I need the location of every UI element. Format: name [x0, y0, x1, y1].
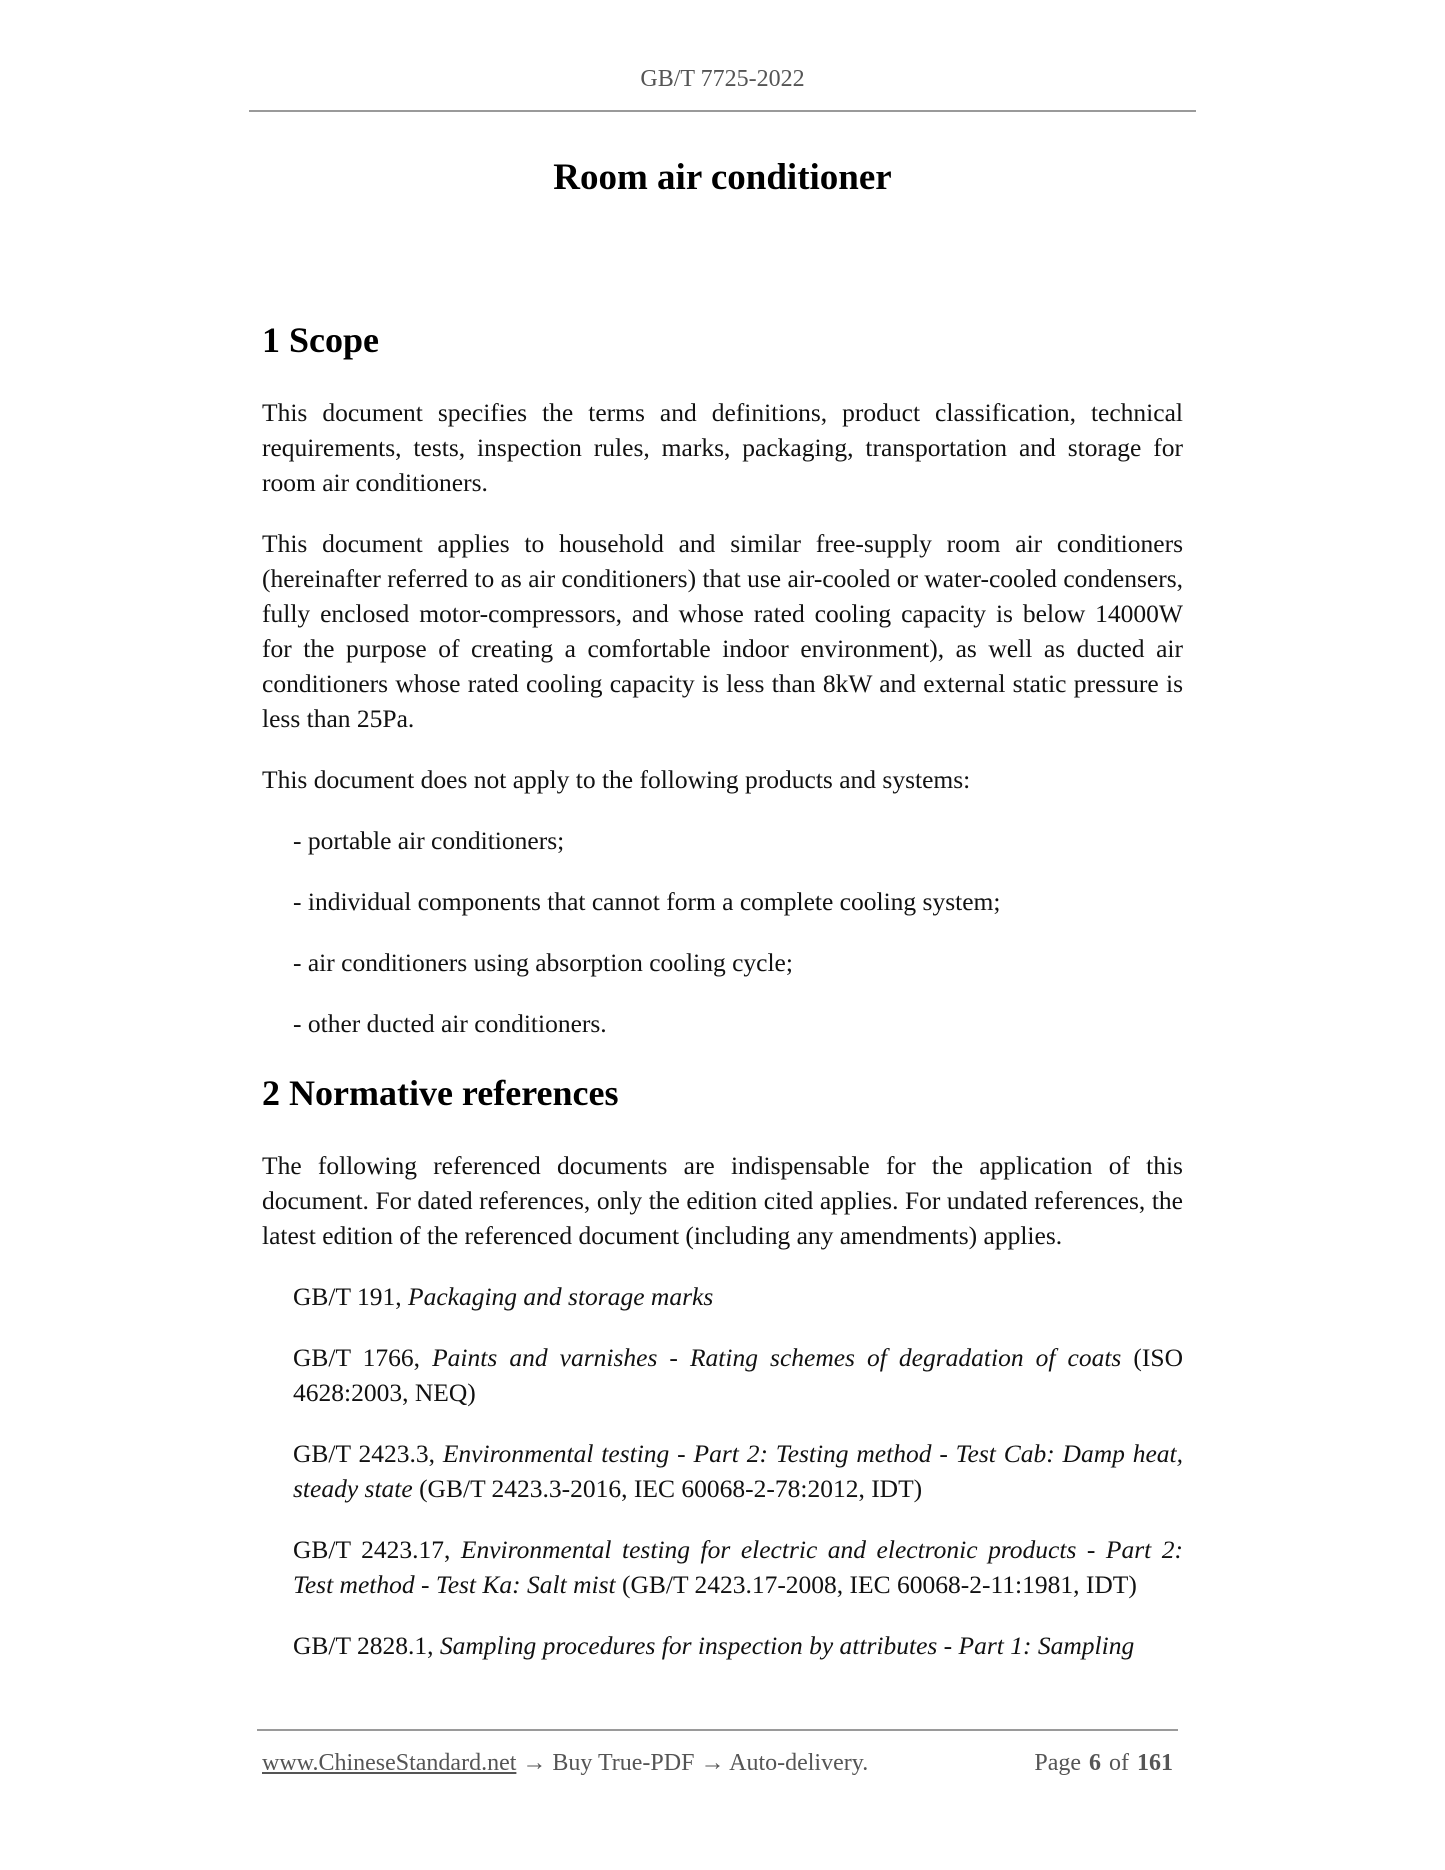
reference-suffix: (GB/T 2423.17-2008, IEC 60068-2-11:1981, IDT) — [615, 1570, 1137, 1599]
reference-item — [293, 1436, 1183, 1506]
exclusion-item: - individual components that cannot form a complete cooling system; — [293, 887, 1001, 916]
reference-title: Paints and varnishes - Rating schemes of degradation of coats — [432, 1343, 1122, 1372]
section-heading-scope: 1 Scope — [262, 320, 379, 360]
reference-item — [293, 1279, 1183, 1314]
references-intro-paragraph: The following referenced documents are indispensable for the application of this document. For dated references, only the edition cited applies. For undated references, the latest edition of the referenced document (including any amendments) applies. — [262, 1151, 1183, 1250]
reference-title: Packaging and storage marks — [408, 1282, 714, 1311]
exclusion-item: - portable air conditioners; — [293, 826, 565, 855]
page-footer — [262, 1748, 1173, 1778]
footer-divider — [257, 1729, 1178, 1731]
scope-paragraph: This document does not apply to the following products and systems: — [262, 765, 971, 794]
reference-title: Environmental testing - Part 2: Testing method - Test Cab: Damp heat, steady state — [293, 1439, 1184, 1503]
scope-paragraph: This document applies to household and similar free-supply room air conditioners (hereinafter referred to as air conditioners) that use air-cooled or water-cooled condensers, fully enclosed motor-compressors, and whose rated cooling capacity is below 14000W for the purpose of creating a comfortable indoor environment), as well as ducted air conditioners whose rated cooling capacity is less than 8kW and external static pressure is less than 25Pa. — [262, 529, 1183, 733]
reference-code: GB/T 2423.3, — [293, 1439, 443, 1468]
reference-code: GB/T 2423.17, — [293, 1535, 461, 1564]
page-indicator — [1034, 1748, 1173, 1778]
header-divider — [249, 110, 1196, 112]
exclusion-list — [262, 823, 1183, 1041]
reference-title: Sampling procedures for inspection by attributes - Part 1: Sampling — [439, 1631, 1135, 1660]
reference-item — [293, 1532, 1183, 1602]
page-current: 6 — [1089, 1750, 1101, 1776]
page-header: GB/T 7725-2022 — [640, 66, 805, 92]
page-total: 161 — [1137, 1750, 1173, 1776]
document-body — [262, 318, 1183, 1689]
reference-suffix: (GB/T 2423.3-2016, IEC 60068-2-78:2012, IDT) — [412, 1474, 923, 1503]
chinesestandard-link[interactable]: www.ChineseStandard.net — [262, 1750, 517, 1776]
exclusion-item: - air conditioners using absorption cooling cycle; — [293, 948, 793, 977]
reference-suffix: (ISO 4628:2003, NEQ) — [293, 1343, 1183, 1407]
reference-item — [293, 1628, 1183, 1663]
reference-title: Environmental testing for electric and electronic products - Part 2: Test method - Test Ka: Salt mist — [293, 1535, 1183, 1599]
reference-code: GB/T 2828.1, — [293, 1631, 440, 1660]
scope-paragraph: This document specifies the terms and definitions, product classification, technical requirements, tests, inspection rules, marks, packaging, transportation and storage for room air conditioners. — [262, 398, 1183, 497]
reference-list — [262, 1279, 1183, 1663]
page-label: Page — [1034, 1750, 1081, 1776]
reference-code: GB/T 1766, — [293, 1343, 433, 1372]
page-of-label: of — [1109, 1750, 1129, 1776]
document-title: Room air conditioner — [553, 157, 892, 198]
reference-item — [293, 1340, 1183, 1410]
exclusion-item: - other ducted air conditioners. — [293, 1009, 607, 1038]
reference-code: GB/T 191, — [293, 1282, 408, 1311]
footer-left — [262, 1748, 868, 1778]
section-heading-normative-references: 2 Normative references — [262, 1073, 619, 1113]
footer-promo-text: → Buy True-PDF → Auto-delivery. — [516, 1750, 869, 1776]
